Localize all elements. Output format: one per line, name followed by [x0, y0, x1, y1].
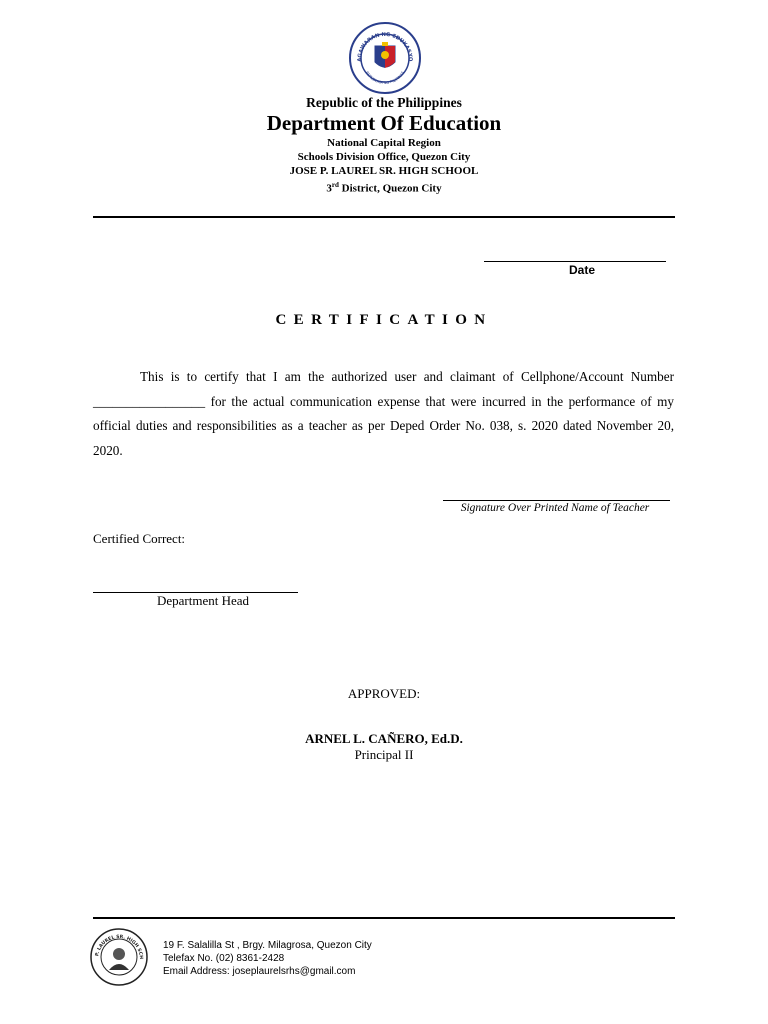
svg-text:JOSE P. LAUREL SR. HIGH SCHOOL: P. LAUREL SR. HIGH SCH: [95, 934, 144, 960]
department-title: Department Of Education: [266, 111, 502, 135]
body-text-part2: for the actual communication expense that were incurred in the performance of my official duties and responsibilities as a teacher as per Deped Order No. 038, s. 2020 dated November 20, 2020.: [93, 393, 674, 458]
body-text-part1: This is to certify that I am the authorized user and claimant of Cellphone/Account Number: [140, 369, 674, 384]
account-number-blank: _________________: [93, 393, 206, 409]
footer-divider: [93, 917, 675, 919]
school-seal-logo: [90, 928, 148, 986]
approved-label: APPROVED:: [347, 686, 421, 701]
certification-body: [93, 365, 674, 463]
division-line: Schools Division Office, Quezon City: [297, 151, 471, 163]
certified-correct-label: Certified Correct:: [93, 531, 186, 546]
svg-text:KAGAWARAN NG EDUKASYON: AGAWARAN NG EDUKASYO: [356, 31, 414, 62]
department-head-label: Department Head: [156, 593, 250, 608]
republic-line: Republic of the Philippines: [306, 95, 462, 110]
school-name: JOSE P. LAUREL SR. HIGH SCHOOL: [289, 165, 479, 177]
date-label: Date: [568, 263, 595, 277]
header-divider: [93, 216, 675, 218]
date-line: [484, 261, 666, 262]
footer-address: 19 F. Salalilla St , Brgy. Milagrosa, Quezon City: [163, 940, 372, 951]
teacher-signature-label: Signature Over Printed Name of Teacher: [460, 502, 650, 514]
deped-seal-logo: [349, 22, 421, 94]
district-line: 3rd District, Quezon City: [326, 181, 442, 195]
teacher-signature-line: [443, 500, 670, 501]
principal-name: ARNEL L. CAÑERO, Ed.D.: [305, 731, 463, 746]
footer-telefax: Telefax No. (02) 8361-2428: [163, 953, 285, 964]
principal-title: Principal II: [354, 747, 414, 762]
footer-email: Email Address: joseplaurelsrhs@gmail.com: [163, 966, 356, 977]
certification-title: CERTIFICATION: [275, 312, 493, 328]
region-line: National Capital Region: [327, 137, 441, 149]
svg-text:REPUBLIKA NG PILIPINAS: REPUBLIKA NG PILIPINAS: [364, 70, 406, 86]
footer-contact: [163, 939, 372, 978]
